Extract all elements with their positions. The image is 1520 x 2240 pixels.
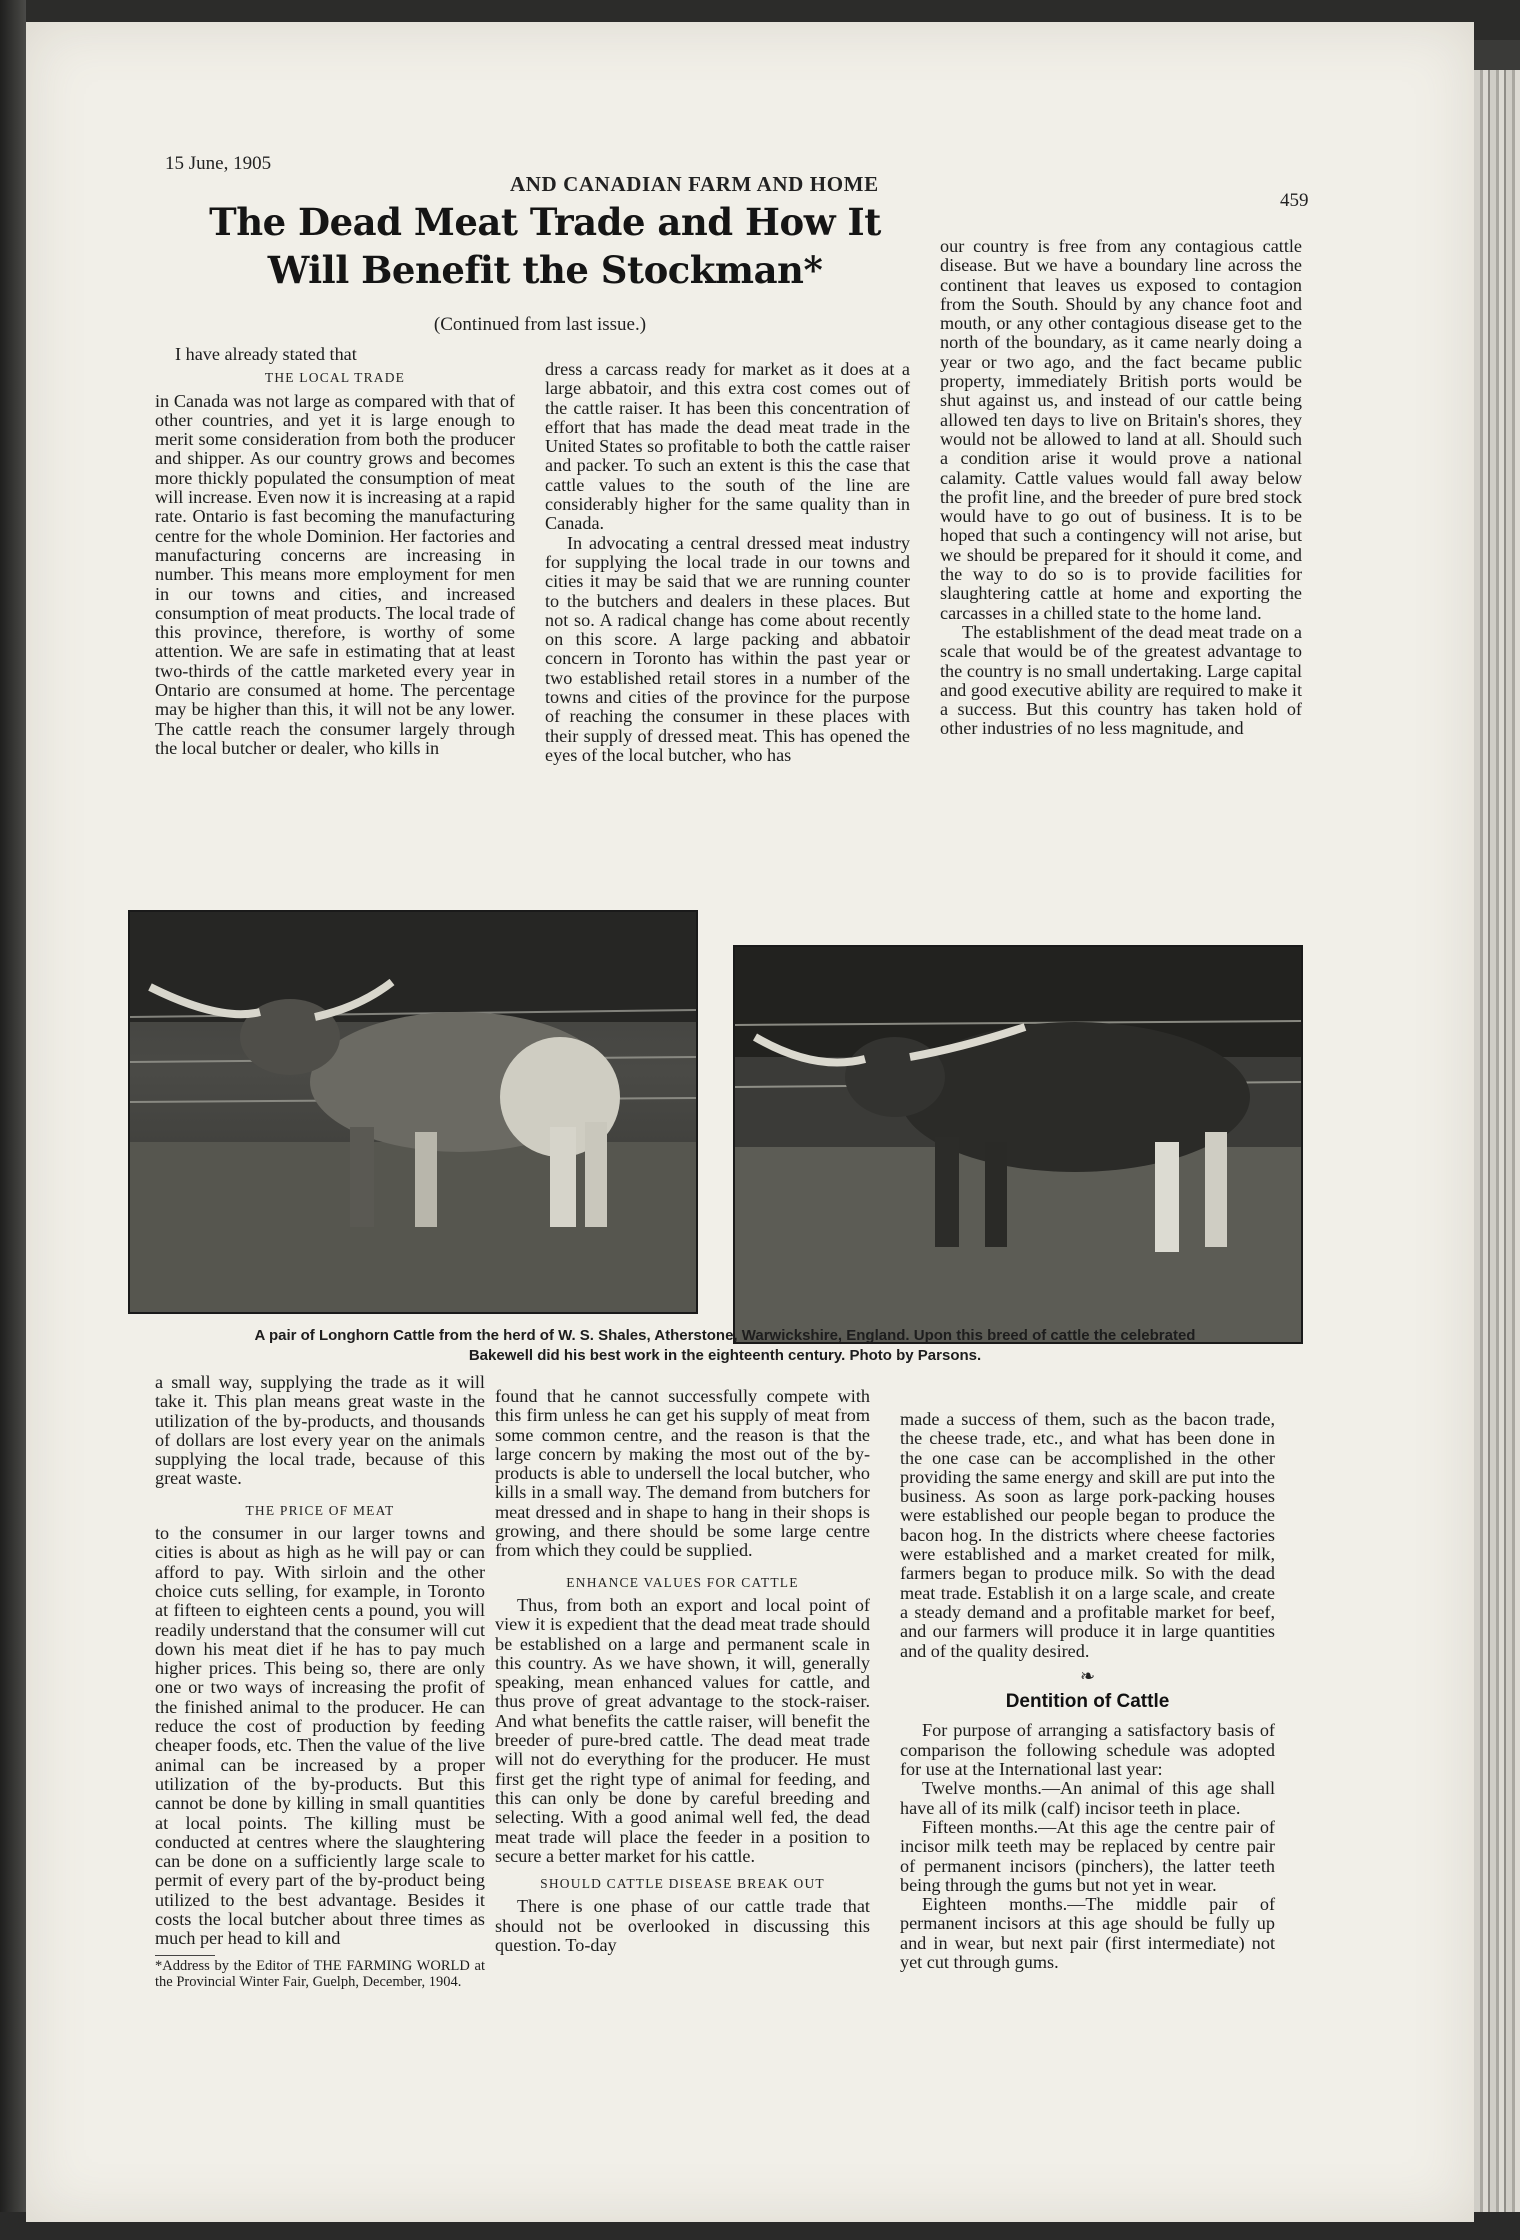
intro-line: I have already stated that xyxy=(175,344,357,364)
paragraph: found that he cannot successfully compete with this firm unless he can get his supply of meat from some common centre, and the reason is that the large concern by making the most out of the by-products is able to undersell the local butcher, who kills in a small way. The demand from butchers for meat dressed and in shape to hang in their shops is growing, and there should be some large centre from which they could be supplied. xyxy=(495,1386,870,1561)
subhead-price-of-meat: THE PRICE OF MEAT xyxy=(245,1502,395,1518)
paragraph: made a success of them, such as the bacon trade, the cheese trade, etc., and what has been done in the one case can be accomplished in the other providing the same energy and skill are put into the business. As soon as large pork-packing houses were established our people began to produce the bacon hog. In the districts where cheese factories were established and a market created for milk, farmers began to produce milk. So with the dead meat trade. Establish it on a large scale, and create a steady demand and a profitable market for beef, and our farmers will produce it in large quantities and of the quality desired. xyxy=(900,1409,1275,1661)
issue-date: 15 June, 1905 xyxy=(165,153,272,174)
subhead-local-trade: THE LOCAL TRADE xyxy=(264,370,406,386)
longhorn-cattle-photo-left xyxy=(128,910,698,1314)
paragraph: Fifteen months.—At this age the centre pair of incisor milk teeth may be replaced by centre pair of permanent incisors (pinchers), the latter teeth being through the gums but not yet in wear. xyxy=(900,1816,1275,1895)
longhorn-cow-illustration xyxy=(735,947,1301,1342)
footnote: *Address by the Editor of THE FARMING WORLD at the Provincial Winter Fair, Guelph, December, 1904. xyxy=(155,1957,485,1990)
paragraph: For purpose of arranging a satisfactory basis of comparison the following schedule was adopted for use at the International last year: xyxy=(900,1720,1275,1780)
column-3-bottom xyxy=(900,1410,1275,1972)
paragraph: Twelve months.—An animal of this age shall have all of its milk (calf) incisor teeth in place. xyxy=(900,1778,1275,1818)
paragraph: in Canada was not large as compared with that of other countries, and yet it is large enough to merit some consideration from both the producer and shipper. As our country grows and becomes more thickly populated the consumption of meat will increase. Even now it is increasing at a rapid rate. Ontario is fast becoming the manufacturing centre for the whole Dominion. Her factories and manufacturing concerns are increasing in number. This means more employment for men in our towns and cities, and increased consumption of meat products. The local trade of this province, therefore, is worthy of some attention. We are safe in estimating that at least two-thirds of the cattle marketed every year in Ontario are consumed at home. The percentage may be higher than this, it will not be any lower. The cattle reach the consumer largely through the local butcher or dealer, who kills in xyxy=(155,390,515,758)
subhead-cattle-disease: SHOULD CATTLE DISEASE BREAK OUT xyxy=(540,1876,825,1892)
paragraph: There is one phase of our cattle trade that should not be overlooked in discussing this question. To-day xyxy=(495,1896,870,1956)
column-1-top xyxy=(155,345,515,758)
article-subtitle: (Continued from last issue.) xyxy=(433,314,647,335)
fleuron-ornament: ❧ xyxy=(1079,1665,1096,1686)
column-1-bottom xyxy=(155,1373,485,1990)
paragraph: to the consumer in our larger towns and cities is about as high as he will pay or can afford to pay. With sirloin and the other choice cuts selling, for example, in Toronto at fifteen to eighteen cents a pound, you will readily understand that the consumer will cut down his meat diet if he has to pay much higher prices. This being so, there are only one or two ways of increasing the profit of the finished animal to the producer. He can reduce the cost of production by feeding cheaper foods, etc. Then the value of the live animal can be increased by a proper utilization of the by-products. But this cannot be done by killing in small quantities at local points. The killing must be conducted at centres where the slaughtering can be done on a sufficiently large scale to permit of every part of the by-product being utilized to the best advantage. Besides it costs the local butcher about three times as much per head to kill and xyxy=(155,1523,485,1949)
longhorn-cattle-photo-right xyxy=(733,945,1303,1344)
paragraph: In advocating a central dressed meat industry for supplying the local trade in our towns and cities it may be said that we are running counter to the butchers and dealers in these places. But not so. A radical change has come about recently on this score. A large packing and abbatoir concern in Toronto has within the past year or two established retail stores in a number of the towns and cities of the province for the purpose of reaching the consumer in these places with their supply of dressed meat. This has opened the eyes of the local butcher, who has xyxy=(545,532,910,765)
photo-caption-line-1: A pair of Longhorn Cattle from the herd of W. S. Shales, Atherstone, Warwickshire, England. Upon this breed of cattle the celebrated xyxy=(254,1327,1196,1344)
paragraph: dress a carcass ready for market as it does at a large abbatoir, and this extra cost comes out of the cattle raiser. It has been this concentration of effort that has made the dead meat trade in the United States so profitable to both the cattle raiser and packer. To such an extent is this the case that cattle values to the south of the line are considerably higher for the same quality than in Canada. xyxy=(545,359,910,534)
subhead-enhance-values: ENHANCE VALUES FOR CATTLE xyxy=(566,1574,799,1590)
page-number: 459 xyxy=(1280,190,1309,211)
dentition-heading: Dentition of Cattle xyxy=(1005,1691,1170,1713)
column-2-top xyxy=(545,360,910,765)
column-3-top xyxy=(940,237,1302,739)
paragraph: a small way, supplying the trade as it will take it. This plan means great waste in the utilization of the by-products, and thousands of dollars are lost every year on the animals supplying the local trade, because of this great waste. xyxy=(155,1372,485,1489)
column-2-bottom xyxy=(495,1387,870,1955)
longhorn-bull-illustration xyxy=(130,912,696,1312)
paragraph: our country is free from any contagious cattle disease. But we have a boundary line across the continent that leaves us exposed to contagion from the South. Should by any chance foot and mouth, or any other contagious disease get to the north of the boundary, as it came nearly doing a year or two ago, and the fact became public property, immediately British ports would be shut against us, and instead of our cattle being allowed ten days to live on Britain's shores, they would not be allowed to land at all. Should such a condition arise it would prove a national calamity. Cattle values would fall away below the profit line, and the breeder of pure bred stock would have to go out of business. It is to be hoped that such a contingency will not arise, but we should be prepared for it should it come, and the way to do so is to provide facilities for slaughtering cattle at home and exporting the carcasses in a chilled state to the home land. xyxy=(940,236,1302,623)
photo-caption-line-2: Bakewell did his best work in the eighteenth century. Photo by Parsons. xyxy=(468,1347,982,1364)
paragraph: The establishment of the dead meat trade on a scale that would be of the greatest advantage to the country is no small undertaking. Large capital and good executive ability are required to make it a success. But this country has taken hold of other industries of no less magnitude, and xyxy=(940,621,1302,739)
paragraph: Eighteen months.—The middle pair of permanent incisors at this age should be fully up and in wear, but next pair (first intermediate) not yet cut through gums. xyxy=(900,1894,1275,1973)
article-title: The Dead Meat Trade and How It Will Benefit the Stockman* xyxy=(209,200,881,292)
paragraph: Thus, from both an export and local point of view it is expedient that the dead meat trade should be established on a large and permanent scale in this country. As we have shown, it will, generally speaking, mean enhanced values for cattle, and thus prove of great advantage to the stock-raiser. And what benefits the cattle raiser, will benefit the breeder of pure-bred cattle. The dead meat trade will not do everything for the producer. He must first get the right type of animal for feeding, and this can only be done by careful breeding and selecting. With a good animal well fed, the dead meat trade will place the feeder in a position to secure a better market for his cattle. xyxy=(495,1594,870,1866)
book-spine-edge xyxy=(0,0,26,2240)
footnote-rule xyxy=(155,1955,215,1956)
running-title: AND CANADIAN FARM AND HOME xyxy=(510,172,879,196)
